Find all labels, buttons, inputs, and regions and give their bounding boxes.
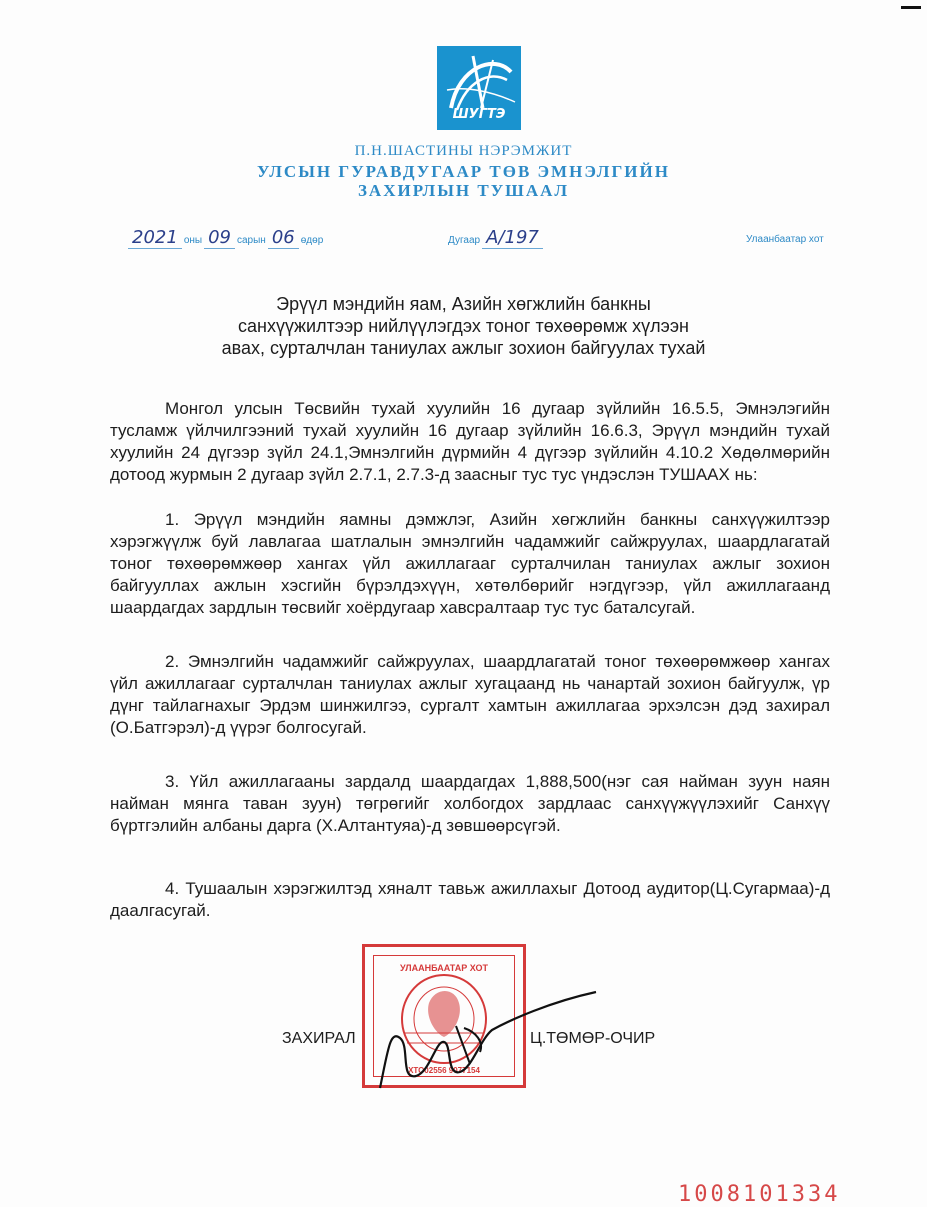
number-label: Дугаар	[448, 235, 481, 246]
stamp-top-text: УЛААНБААТАР ХОТ	[400, 963, 488, 973]
date-day: 06	[268, 228, 299, 249]
order-item-2: 2. Эмнэлгийн чадамжийг сайжруулах, шаардлагатай тоног төхөөрөмжөөр хангах үйл ажиллагааг сурталчлан таниулах ажлыг хугацаанд нь чанартай зохион байгуулж, үр дүнг тайлагнахыг Эрдэм шинжилгээ, сургалт хамтын ажиллагаа эрхэлсэн дэд захирал (О.Батгэрэл)-д үүрэг болгосугай.	[110, 652, 830, 737]
order-title-line-1: Эрүүл мэндийн яам, Азийн хөгжлийн банкны	[276, 294, 651, 314]
scan-edge-mark	[901, 6, 921, 9]
month-label: сарын	[237, 235, 266, 246]
order-number-row	[446, 228, 543, 249]
day-label: өдөр	[300, 235, 324, 246]
preamble-paragraph: Монгол улсын Төсвийн тухай хуулийн 16 дугаар зүйлийн 16.5.5, Эмнэлэгийн тусламж үйлчилгээний тухай хуулийн 16 дугаар зүйлийн 16.6.3, Эрүүл мэндийн тухай хуулийн 24 дүгээр зүйл 24.1,Эмнэлгийн дүрмийн 4 дүгээр зүйлийн 4.10.2 Хөдөлмөрийн дотоод журмын 2 дугаар зүйл 2.7.1, 2.7.3-д заасныг тус тус үндэслэн ТУШААХ нь:	[110, 399, 830, 484]
city-label: Улаанбаатар хот	[746, 234, 824, 245]
stamp-code: ХТО02556 9077154	[408, 1066, 480, 1075]
order-title-line-3: авах, сурталчлан таниулах ажлыг зохион байгуулах тухай	[221, 338, 706, 358]
header-line-2: УЛСЫН ГУРАВДУГААР ТӨВ ЭМНЭЛГИЙН	[257, 162, 670, 181]
year-label: оны	[183, 235, 203, 246]
header-line-3: ЗАХИРЛЫН ТУШААЛ	[357, 181, 570, 200]
date-month: 09	[204, 228, 235, 249]
logo-text: ШУГТЭ	[452, 107, 506, 122]
header-line-1: П.Н.ШАСТИНЫ НЭРЭМЖИТ	[354, 143, 573, 159]
date-year: 2021	[128, 228, 182, 249]
date-row	[128, 228, 325, 249]
order-number: А/197	[482, 228, 543, 249]
order-title-line-2: санхүүжилтээр нийлүүлэгдэх тоног төхөөрөмж хүлээн	[238, 316, 689, 336]
serial-number: 1008101334	[678, 1182, 841, 1207]
signature-name: Ц.ТӨМӨР-ОЧИР	[530, 1030, 656, 1047]
order-item-3: 3. Үйл ажиллагааны зардалд шаардагдах 1,888,500(нэг сая найман зуун наян найман мянга таван зуун) төгрөгийг холбогдох зардлаас санхүүжүүлэхийг Санхүү бүртгэлийн албаны дарга (Х.Алтантуяа)-д зөвшөөрсүгэй.	[110, 772, 830, 835]
order-item-1: 1. Эрүүл мэндийн яамны дэмжлэг, Азийн хөгжлийн банкны санхүүжилтээр хэрэгжүүлж буй лавлагаа шатлалын эмнэлгийн чадамжийг сайжруулах, шаардлагатай тоног төхөөрөмжөөр хангах үйл ажиллагааг сурталчилан таниулах ажлыг зохион байгууллах ажлын хэсгийн бүрэлдэхүүн, хөтөлбөрийг нэгдүгээр, үйл ажиллагаанд шаардагдах зардлын төсвийг хоёрдугаар хавсралтаар тус тус баталсугай.	[110, 510, 830, 617]
signature-role: ЗАХИРАЛ	[282, 1030, 356, 1047]
order-item-4: 4. Тушаалын хэрэгжилтэд хяналт тавьж ажиллахыг Дотоод аудитор(Ц.Сугармаа)-д даалгасугай.	[110, 879, 830, 920]
hospital-logo	[437, 46, 521, 130]
